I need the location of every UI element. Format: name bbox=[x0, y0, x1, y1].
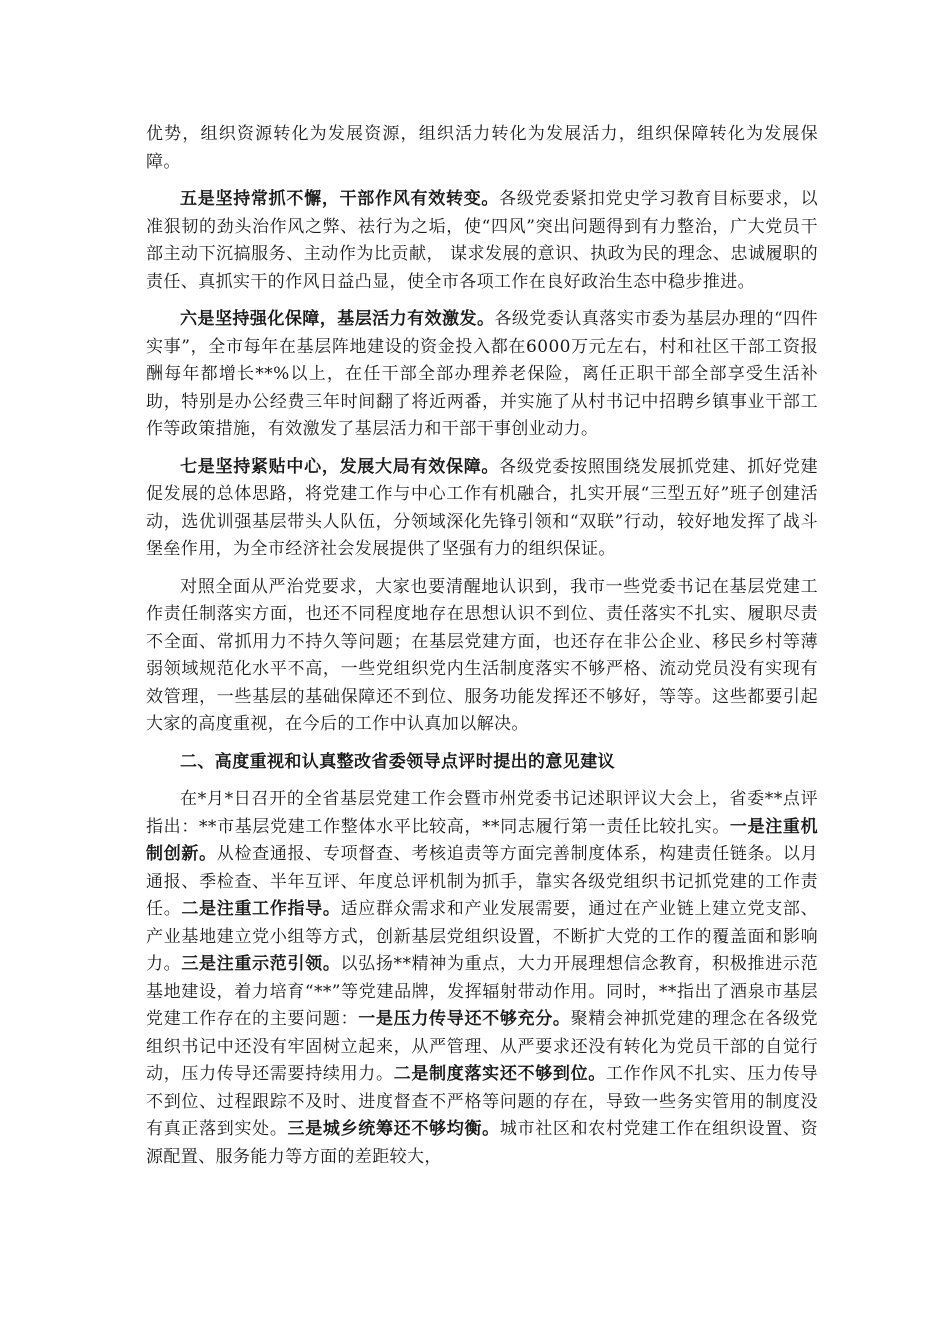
point-6-text: 各级党委认真落实市委为基层办理的“四件实事”，全市每年在基层阵地建设的资金投入都在6000万元左右，村和社区干部工资报酬每年都增长**%以上，在任干部全部办理养老保险，离任正职干部全部享受生活补助，特别是办公经费三年时间翻了将近两番，并实施了从村书记中招聘乡镇事业干部工作等政策措施，有效激发了基层活力和干部干事创业动力。 bbox=[146, 309, 818, 439]
review-point-3-lead: 三是注重示范引领。 bbox=[181, 954, 341, 974]
review-segment: 在*月*日召开的全省基层党建工作会暨市州党委书记述职评议大会上，省委**点评指出：**市基层党建工作整体水平比较高，**同志履行第一责任比较扎实。 bbox=[146, 789, 818, 837]
review-segment: 适应群众需求和产业发展需要，通过在产业链上建立党支部、产业基地建立党小组等方式，创新基层党组织设置，不断扩大党的工作的覆盖面和影响力。 bbox=[146, 899, 818, 974]
point-7-lead: 七是坚持紧贴中心，发展大局有效保障。 bbox=[180, 456, 500, 477]
document-body bbox=[146, 121, 818, 1171]
point-5-lead: 五是坚持常抓不懈，干部作风有效转变。 bbox=[180, 189, 500, 209]
paragraph-text: 优势，组织资源转化为发展资源，组织活力转化为发展活力，组织保障转化为发展保障。 bbox=[146, 124, 818, 172]
paragraph-point-7 bbox=[146, 454, 818, 564]
section-heading-text: 二、高度重视和认真整改省委领导点评时提出的意见建议 bbox=[180, 751, 615, 772]
paragraph-point-6 bbox=[146, 306, 818, 444]
paragraph-continuation bbox=[146, 121, 818, 176]
review-segment: 从检查通报、专项督查、考核追责等方面完善制度体系，构建责任链条。以月通报、季检查、半年互评、年度总评机制为抓手，靠实各级党组织书记抓党建的工作责任。 bbox=[146, 844, 818, 919]
section-heading-2 bbox=[146, 749, 818, 777]
issues-text: 对照全面从严治党要求，大家也要清醒地认识到，我市一些党委书记在基层党建工作责任制落实方面，也还不同程度地存在思想认识不到位、责任落实不扎实、履职尽责不全面、常抓用力不持久等问题；在基层党建方面，也还存在非公企业、移民乡村等薄弱领域规范化水平不高，一些党组织党内生活制度落实不够严格、流动党员没有实现有效管理，一些基层的基础保障还不到位、服务功能发挥还不够好，等等。这些都要引起大家的高度重视，在今后的工作中认真加以解决。 bbox=[146, 576, 818, 734]
review-segment: 以弘扬**精神为重点，大力开展理想信念教育，积极推进示范基地建设，着力培育“**”等党建品牌，发挥辐射带动作用。同时，**指出了酒泉市基层党建工作存在的主要问题： bbox=[146, 954, 818, 1029]
problem-2-lead: 二是制度落实还不够到位。 bbox=[393, 1064, 606, 1084]
problem-1-lead: 一是压力传导还不够充分。 bbox=[358, 1009, 571, 1029]
review-point-2-lead: 二是注重工作指导。 bbox=[181, 899, 341, 919]
review-point-1-lead: 一是注重机制创新。 bbox=[146, 816, 819, 864]
review-segment: 工作作风不扎实、压力传导不到位、过程跟踪不及时、进度督查不严格等问题的存在，导致一些务实管用的制度没有真正落到实处。 bbox=[146, 1064, 818, 1139]
point-6-lead: 六是坚持强化保障，基层活力有效激发。 bbox=[180, 309, 495, 329]
point-5-text: 各级党委紧扣党史学习教育目标要求，以准狠韧的劲头治作风之弊、祛行为之垢，使“四风”突出问题得到有力整治，广大党员干部主动下沉搞服务、主动作为比贡献， 谋求发展的意识、执政为民的理念、忠诚履职的责任、真抓实干的作风日益凸显，使全市各项工作在良好政治生态中稳步推进。 bbox=[146, 189, 819, 292]
review-segment: 聚精会神抓党建的理念在各级党组织书记中还没有牢固树立起来，从严管理、从严要求还没有转化为党员干部的自觉行动，压力传导还需要持续用力。 bbox=[146, 1009, 818, 1084]
problem-3-lead: 三是城乡统筹还不够均衡。 bbox=[287, 1119, 500, 1139]
point-7-text: 各级党委按照围绕发展抓党建、抓好党建促发展的总体思路，将党建工作与中心工作有机融合，扎实开展“三型五好”班子创建活动，选优训强基层带头人队伍，分领域深化先锋引领和“双联”行动，较好地发挥了战斗堡垒作用，为全市经济社会发展提供了坚强有力的组织保证。 bbox=[146, 456, 819, 559]
paragraph-point-5 bbox=[146, 186, 818, 296]
paragraph-issues bbox=[146, 574, 818, 739]
review-segment: 城市社区和农村党建工作在组织设置、资源配置、服务能力等方面的差距较大， bbox=[146, 1119, 818, 1167]
paragraph-review bbox=[146, 786, 818, 1171]
